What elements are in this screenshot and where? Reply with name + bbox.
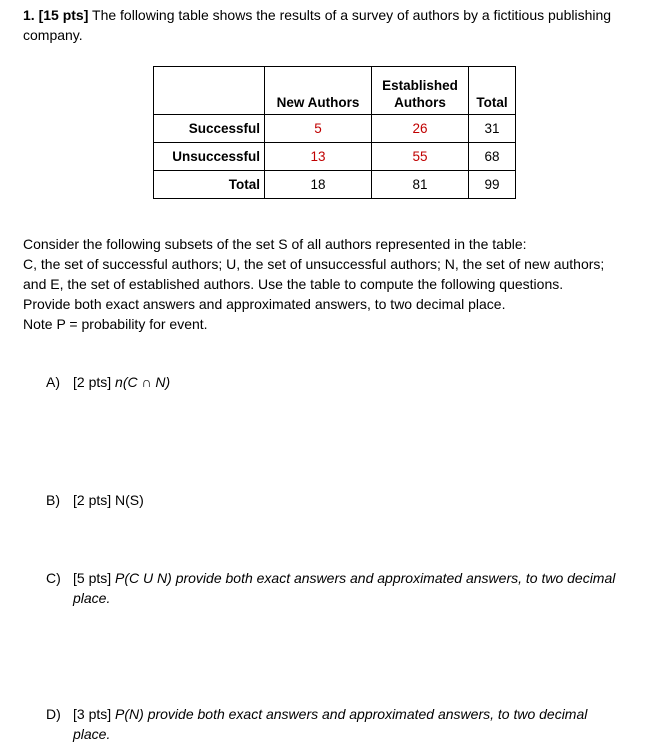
question-b-points: [2 pts] [73, 492, 112, 508]
col-header-established-authors [372, 67, 469, 115]
problem-points: [15 pts] [38, 7, 89, 23]
question-c-points: [5 pts] [73, 570, 112, 586]
problem-intro-text: The following table shows the results of a survey of authors by a fictitious publishing [92, 7, 612, 23]
question-d-line2 [73, 725, 110, 744]
cell-total-established: 81 [372, 171, 469, 199]
cell-unsuccessful-new: 13 [265, 143, 372, 171]
question-a-points: [2 pts] [73, 374, 112, 390]
question-c-text-line2: place. [73, 590, 111, 606]
question-c-label: C) [46, 570, 61, 586]
cell-successful-new: 5 [265, 115, 372, 143]
problem-intro-line2: company. [23, 27, 83, 43]
problem-intro-line1 [23, 6, 611, 25]
question-d-points: [3 pts] [73, 706, 112, 722]
table-row-unsuccessful [154, 143, 516, 171]
survey-table [153, 66, 516, 199]
question-c [73, 569, 615, 588]
question-c-text-line1: P(C U N) provide both exact answers and approximated answers, to two decimal [115, 570, 616, 586]
col-header-est-line2: Authors [394, 95, 446, 110]
problem-number: 1. [23, 7, 35, 23]
question-b-label: B) [46, 492, 60, 508]
question-c-line2 [73, 589, 110, 608]
cell-successful-total: 31 [469, 115, 516, 143]
col-header-new-authors: New Authors [265, 67, 372, 115]
question-d-text-line1: P(N) provide both exact answers and approximated answers, to two decimal [115, 706, 588, 722]
table-row-total [154, 171, 516, 199]
col-header-est-line1: Established [382, 78, 458, 93]
cell-total-new: 18 [265, 171, 372, 199]
context-line1: Consider the following subsets of the set S of all authors represented in the table: [23, 236, 527, 252]
row-header-unsuccessful: Unsuccessful [154, 143, 265, 171]
question-b-text: N(S) [115, 492, 144, 508]
context-line3: and E, the set of established authors. Use the table to compute the following questions. [23, 276, 564, 292]
cell-total-total: 99 [469, 171, 516, 199]
row-header-successful: Successful [154, 115, 265, 143]
context-line5: Note P = probability for event. [23, 316, 208, 332]
question-d-label: D) [46, 706, 61, 722]
cell-unsuccessful-total: 68 [469, 143, 516, 171]
context-line2: C, the set of successful authors; U, the set of unsuccessful authors; N, the set of new authors; [23, 256, 605, 272]
question-a-text: n(C ∩ N) [115, 374, 171, 390]
table-header-row [154, 67, 516, 115]
col-header-total: Total [469, 67, 516, 115]
question-b [73, 491, 144, 510]
context-line4: Provide both exact answers and approximated answers, to two decimal place. [23, 296, 506, 312]
table-row-successful [154, 115, 516, 143]
table-corner-cell [154, 67, 265, 115]
question-d [73, 705, 587, 724]
row-header-total: Total [154, 171, 265, 199]
cell-successful-established: 26 [372, 115, 469, 143]
question-a [73, 373, 170, 392]
question-a-label: A) [46, 374, 60, 390]
cell-unsuccessful-established: 55 [372, 143, 469, 171]
question-d-text-line2: place. [73, 726, 111, 742]
